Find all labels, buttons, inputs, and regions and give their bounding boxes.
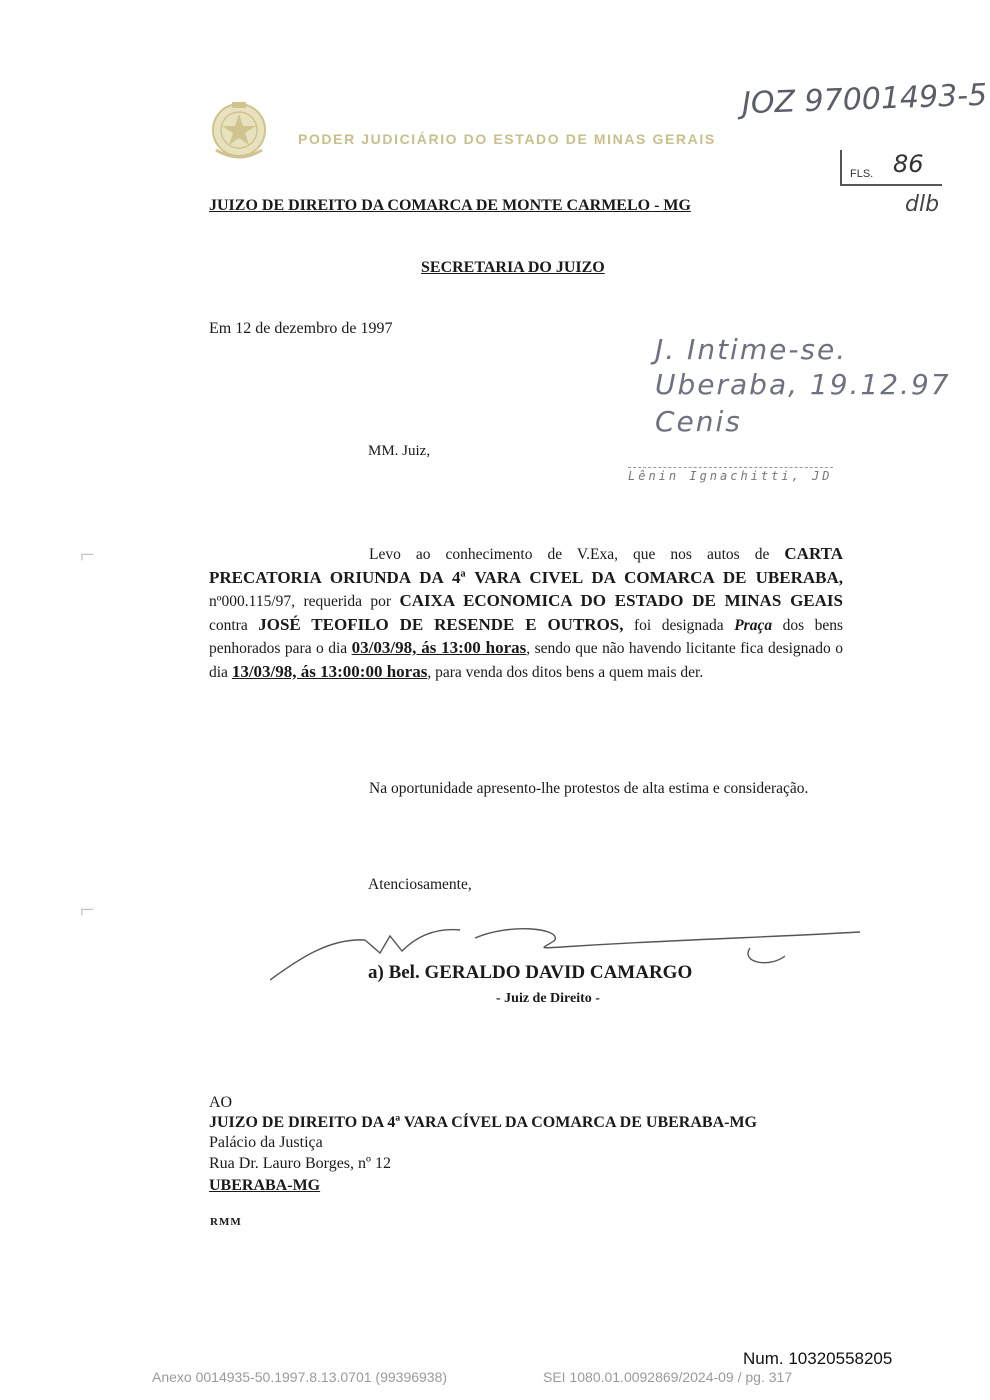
- signer-name: a) Bel. GERALDO DAVID CAMARGO: [368, 962, 693, 983]
- handwritten-initials: dlb: [905, 192, 940, 217]
- footer-annex-reference: Anexo 0014935-50.1997.8.13.0701 (99396938): [152, 1369, 448, 1385]
- folio-number: 86: [893, 150, 924, 178]
- judge-name-stamp: Lênin Ignachitti, JD: [628, 469, 833, 483]
- footer-sei-reference: SEI 1080.01.0092869/2024-09 / pg. 317: [543, 1369, 793, 1385]
- margin-punch-mark: ⌐: [80, 895, 95, 924]
- letter-body-paragraph: Levo ao conhecimento de V.Exa, que nos autos de CARTA PRECATORIA ORIUNDA DA 4ª VARA CIVEL DA COMARCA DE UBERABA, nº000.115/97, requerida por CAIXA ECONOMICA DO ESTADO DE MINAS GEAIS contra JOSÉ TEOFILO DE RESENDE E OUTROS, foi designada Praça dos bens penhorados para o dia 03/03/98, ás 13:00 horas, sendo que não havendo licitante fica designado o dia 13/03/98, ás 13:00:00 horas, para venda dos ditos bens a quem mais der.: [209, 544, 844, 681]
- section-title: SECRETARIA DO JUIZO: [421, 259, 605, 276]
- handwritten-process-number: JOZ 97001493-5: [741, 77, 988, 122]
- regards: Atenciosamente,: [368, 876, 472, 893]
- recipient-building: Palácio da Justiça: [209, 1134, 323, 1151]
- recipient-prefix: AO: [209, 1094, 233, 1111]
- handwritten-note-line-1: J. Intime-se.: [655, 333, 848, 366]
- coat-of-arms-seal-icon: [210, 100, 268, 166]
- salutation: MM. Juiz,: [368, 443, 431, 459]
- folio-label: FLS.: [850, 168, 874, 180]
- court-title: JUIZO DE DIREITO DA COMARCA DE MONTE CARMELO - MG: [209, 197, 691, 214]
- margin-punch-mark: ⌐: [80, 540, 95, 569]
- handwritten-note-line-3: Cenis: [655, 405, 742, 438]
- institution-header: PODER JUDICIÁRIO DO ESTADO DE MINAS GERAIS: [298, 131, 716, 147]
- closing-paragraph: Na oportunidade apresento-lhe protestos de alta estima e consideração.: [369, 780, 809, 797]
- letter-date: Em 12 de dezembro de 1997: [209, 320, 393, 337]
- recipient-court: JUIZO DE DIREITO DA 4ª VARA CÍVEL DA COMARCA DE UBERABA-MG: [209, 1114, 757, 1131]
- typist-initials: RMM: [210, 1216, 242, 1228]
- recipient-city: UBERABA-MG: [209, 1177, 321, 1194]
- recipient-street: Rua Dr. Lauro Borges, nº 12: [209, 1155, 391, 1172]
- signer-role: - Juiz de Direito -: [496, 991, 600, 1006]
- handwritten-note-line-2: Uberaba, 19.12.97: [655, 368, 951, 401]
- document-number: Num. 10320558205: [743, 1349, 893, 1368]
